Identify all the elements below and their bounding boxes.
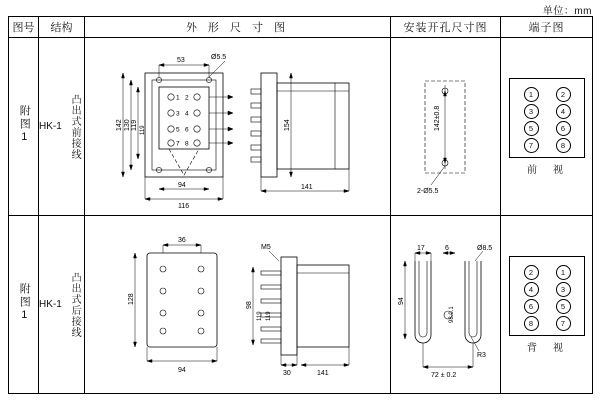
header-mounting: 安装开孔尺寸图 bbox=[391, 17, 501, 38]
fig-no-text: 附图1 bbox=[18, 105, 31, 145]
unit-note: 单位：mm bbox=[542, 6, 592, 17]
svg-text:4: 4 bbox=[185, 110, 189, 117]
terminal-4: 4 bbox=[524, 282, 539, 297]
svg-text:6: 6 bbox=[445, 244, 449, 252]
svg-text:7: 7 bbox=[176, 140, 180, 147]
svg-text:128: 128 bbox=[128, 292, 135, 305]
structure-cell-1 bbox=[39, 38, 85, 216]
terminal-8: 8 bbox=[556, 138, 571, 153]
header-outline: 外 形 尺 寸 图 bbox=[85, 17, 391, 38]
svg-text:94: 94 bbox=[178, 366, 186, 374]
svg-text:Ø8.5: Ø8.5 bbox=[477, 244, 493, 252]
svg-text:2-Ø5.5: 2-Ø5.5 bbox=[417, 187, 439, 195]
fig-no-text: 附图1 bbox=[18, 283, 31, 323]
svg-text:94: 94 bbox=[178, 181, 186, 189]
svg-text:142: 142 bbox=[116, 118, 123, 131]
outline-drawing-2 bbox=[85, 217, 389, 393]
table-row bbox=[9, 216, 593, 394]
svg-text:142±0.8: 142±0.8 bbox=[434, 105, 441, 131]
svg-text:98.0.1: 98.0.1 bbox=[449, 305, 455, 323]
svg-text:M5: M5 bbox=[261, 243, 271, 251]
svg-text:36: 36 bbox=[178, 236, 186, 244]
svg-text:6: 6 bbox=[185, 126, 189, 133]
terminal-6: 6 bbox=[556, 121, 571, 136]
svg-text:5: 5 bbox=[176, 126, 180, 133]
svg-text:119: 119 bbox=[257, 310, 263, 321]
outline-drawing-1 bbox=[85, 39, 389, 215]
terminal-4: 4 bbox=[556, 104, 571, 119]
terminal-cell-1 bbox=[501, 38, 593, 216]
header-fig-no: 图号 bbox=[9, 17, 39, 38]
structure-cell-2 bbox=[39, 216, 85, 394]
model-label-1: HK-1 bbox=[39, 121, 62, 132]
svg-text:72 ± 0.2: 72 ± 0.2 bbox=[431, 371, 457, 379]
dimension-table bbox=[8, 16, 593, 394]
model-label-2: HK-1 bbox=[39, 299, 62, 310]
terminal-box-1 bbox=[509, 78, 585, 158]
svg-text:17: 17 bbox=[417, 244, 425, 252]
svg-text:116: 116 bbox=[178, 202, 190, 210]
terminal-3: 3 bbox=[524, 104, 539, 119]
svg-text:141: 141 bbox=[317, 369, 329, 377]
svg-text:53: 53 bbox=[177, 56, 185, 64]
terminal-1: 1 bbox=[524, 87, 539, 102]
svg-text:Ø5.5: Ø5.5 bbox=[211, 53, 227, 61]
svg-text:30: 30 bbox=[283, 369, 291, 377]
terminal-7: 7 bbox=[524, 138, 539, 153]
svg-text:119: 119 bbox=[131, 119, 138, 131]
terminal-view-label-1: 前 视 bbox=[527, 164, 566, 176]
terminal-5: 5 bbox=[524, 121, 539, 136]
table-header-row bbox=[9, 17, 593, 38]
outline-cell-2 bbox=[85, 216, 391, 394]
terminal-3: 3 bbox=[556, 282, 571, 297]
structure-label-1: 凸出式前接线 bbox=[69, 93, 81, 160]
table-row bbox=[9, 38, 593, 216]
terminal-1: 1 bbox=[556, 265, 571, 280]
svg-text:154: 154 bbox=[284, 118, 291, 131]
terminal-5: 5 bbox=[556, 299, 571, 314]
terminal-6: 6 bbox=[524, 299, 539, 314]
svg-text:R3: R3 bbox=[477, 351, 486, 359]
mounting-drawing-1 bbox=[391, 39, 499, 215]
terminal-2: 2 bbox=[556, 87, 571, 102]
mounting-cell-1 bbox=[391, 38, 501, 216]
svg-text:119: 119 bbox=[266, 310, 272, 321]
svg-text:130: 130 bbox=[124, 118, 131, 131]
terminal-box-2 bbox=[509, 256, 585, 336]
structure-label-2: 凸出式后接线 bbox=[69, 271, 81, 338]
terminal-cell-2 bbox=[501, 216, 593, 394]
svg-text:2: 2 bbox=[185, 94, 189, 101]
outline-cell-1 bbox=[85, 38, 391, 216]
svg-text:8: 8 bbox=[185, 140, 189, 147]
svg-text:1: 1 bbox=[176, 94, 180, 101]
svg-text:119: 119 bbox=[140, 124, 146, 135]
header-structure: 结构 bbox=[39, 17, 85, 38]
fig-no-cell-1 bbox=[9, 38, 39, 216]
svg-text:94: 94 bbox=[398, 296, 405, 305]
terminal-2: 2 bbox=[524, 265, 539, 280]
svg-text:141: 141 bbox=[301, 183, 313, 191]
fig-no-cell-2 bbox=[9, 216, 39, 394]
svg-text:98: 98 bbox=[246, 300, 253, 309]
terminal-7: 7 bbox=[556, 316, 571, 331]
svg-text:3: 3 bbox=[176, 110, 180, 117]
header-terminal: 端子图 bbox=[501, 17, 593, 38]
terminal-8: 8 bbox=[524, 316, 539, 331]
mounting-drawing-2 bbox=[391, 217, 499, 393]
terminal-view-label-2: 背 视 bbox=[527, 342, 566, 354]
mounting-cell-2 bbox=[391, 216, 501, 394]
